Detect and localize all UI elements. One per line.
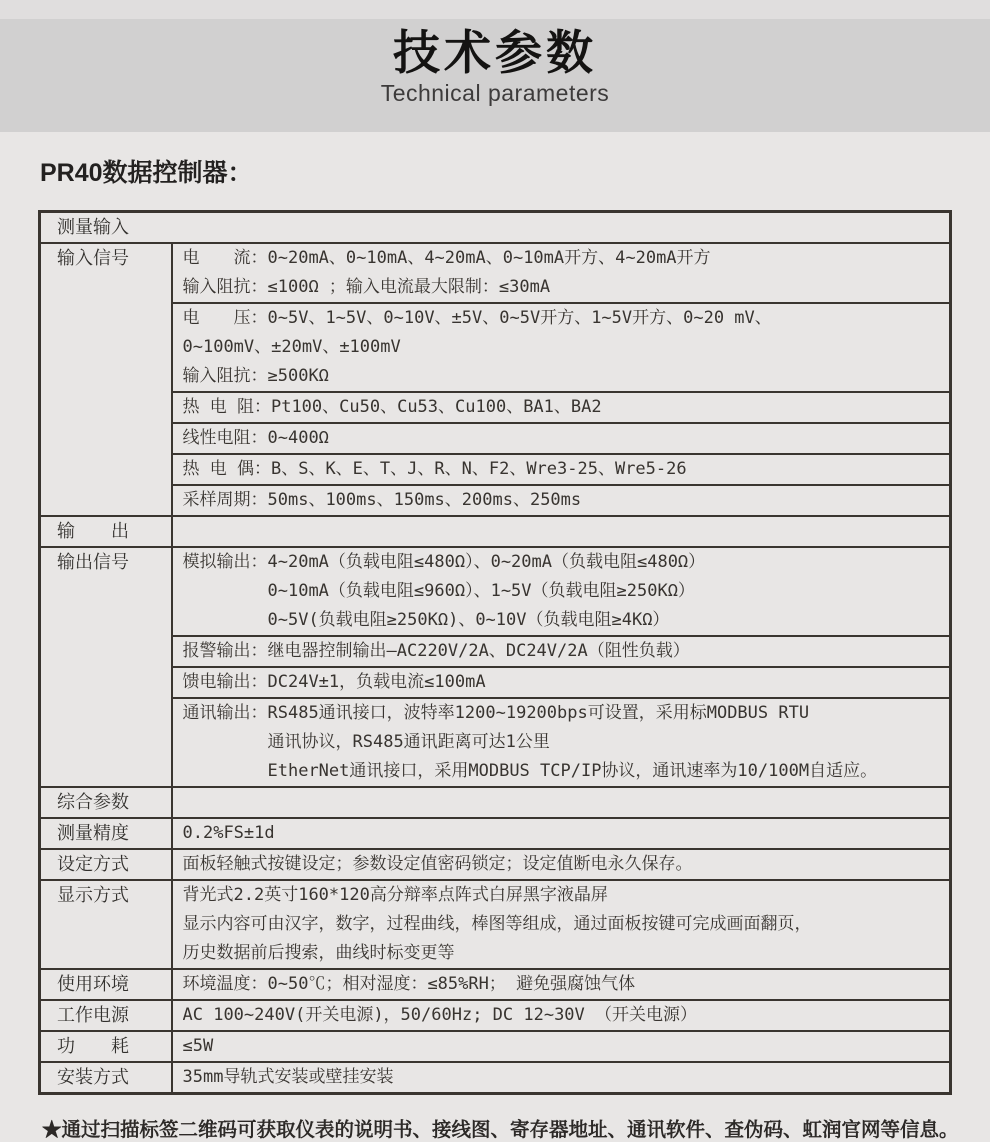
- spec-line: 历史数据前后搜索，曲线时标变更等: [182, 943, 455, 963]
- row-label-environment: 使用环境: [40, 969, 172, 1000]
- spec-line: ≤5W: [182, 1036, 214, 1056]
- spec-cell-linear-resistance: [172, 423, 951, 454]
- table-row: [40, 787, 951, 818]
- table-row: [40, 547, 951, 636]
- table-row: [40, 243, 951, 303]
- row-label-mounting: 安装方式: [40, 1062, 172, 1094]
- spec-cell-rtd: [172, 392, 951, 423]
- spec-line: 采样周期：50ms、100ms、150ms、200ms、250ms: [182, 490, 582, 510]
- empty-cell: [172, 516, 951, 547]
- spec-table: [38, 210, 952, 1095]
- spec-line: 馈电输出：DC24V±1，负载电流≤100mA: [182, 672, 486, 692]
- spec-cell-voltage: [172, 303, 951, 392]
- spec-cell-setting-mode: [172, 849, 951, 880]
- table-row: [40, 516, 951, 547]
- spec-line: 线性电阻：0~400Ω: [182, 428, 329, 448]
- spec-line: 环境温度：0~50℃；相对湿度：≤85%RH； 避免强腐蚀气体: [182, 974, 636, 994]
- footer-note: ★通过扫描标签二维码可获取仪表的说明书、接线图、寄存器地址、通讯软件、查伪码、虹润官网等信息。: [42, 1119, 959, 1141]
- table-row: [40, 454, 951, 485]
- table-row: [40, 818, 951, 849]
- spec-line: 输入阻抗：≤100Ω ；输入电流最大限制：≤30mA: [182, 277, 551, 297]
- spec-line: 电 流：0~20mA、0~10mA、4~20mA、0~10mA开方、4~20mA开方: [182, 248, 711, 268]
- spec-line: 热 电 偶：B、S、K、E、T、J、R、N、F2、Wre3-25、Wre5-26: [182, 459, 687, 479]
- spec-cell-sampling-period: [172, 485, 951, 516]
- spec-line: 通讯协议，RS485通讯距离可达1公里: [267, 732, 550, 752]
- table-row: [40, 667, 951, 698]
- table-row: [40, 1062, 951, 1094]
- spec-line: 显示内容可由汉字，数字，过程曲线，棒图等组成，通过面板按键可完成画面翻页，: [182, 914, 812, 934]
- table-row: [40, 849, 951, 880]
- table-row: [40, 1000, 951, 1031]
- spec-cell-thermocouple: [172, 454, 951, 485]
- spec-line: 电 压：0~5V、1~5V、0~10V、±5V、0~5V开方、1~5V开方、0~20 mV、: [182, 308, 772, 328]
- table-row: [40, 485, 951, 516]
- table-row: [40, 392, 951, 423]
- table-row: [40, 212, 951, 244]
- row-label-accuracy: 测量精度: [40, 818, 172, 849]
- row-label-power-consumption: 功 耗: [40, 1031, 172, 1062]
- page-title: 技术参数: [393, 26, 597, 79]
- spec-line: 背光式2.2英寸160*120高分辩率点阵式白屏黑字液晶屏: [182, 885, 608, 905]
- spec-line: 0~100mV、±20mV、±100mV: [182, 337, 401, 357]
- table-row: [40, 1031, 951, 1062]
- section-header-measure-input: 测量输入: [40, 212, 951, 244]
- spec-cell-environment: [172, 969, 951, 1000]
- spec-line: 通讯输出：RS485通讯接口，波特率1200~19200bps可设置，采用标MODBUS RTU: [182, 703, 810, 723]
- row-label-display-mode: 显示方式: [40, 880, 172, 969]
- spec-line: AC 100~240V(开关电源)，50/60Hz; DC 12~30V （开关电源）: [182, 1005, 698, 1025]
- spec-cell-feed-output: [172, 667, 951, 698]
- spec-line: 报警输出：继电器控制输出—AC220V/2A、DC24V/2A（阻性负载）: [182, 641, 690, 661]
- empty-cell: [172, 787, 951, 818]
- table-row: [40, 698, 951, 787]
- spec-line: EtherNet通讯接口，采用MODBUS TCP/IP协议，通讯速率为10/100M自适应。: [267, 761, 878, 781]
- row-label-input-signal: 输入信号: [40, 243, 172, 516]
- row-label-power-supply: 工作电源: [40, 1000, 172, 1031]
- row-label-setting-mode: 设定方式: [40, 849, 172, 880]
- spec-line: 35mm导轨式安装或壁挂安装: [182, 1067, 394, 1087]
- spec-line: 0.2%FS±1d: [182, 823, 275, 843]
- spec-line: 模拟输出：4~20mA（负载电阻≤480Ω）、0~20mA（负载电阻≤480Ω）: [182, 552, 706, 572]
- table-row: [40, 636, 951, 667]
- spec-cell-power-consumption: [172, 1031, 951, 1062]
- spec-cell-alarm-output: [172, 636, 951, 667]
- header-band: [0, 19, 990, 132]
- section-header-output: 输 出: [40, 516, 172, 547]
- section-header-general: 综合参数: [40, 787, 172, 818]
- spec-line: 热 电 阻：Pt100、Cu50、Cu53、Cu100、BA1、BA2: [182, 397, 602, 417]
- table-row: [40, 423, 951, 454]
- spec-cell-power-supply: [172, 1000, 951, 1031]
- row-label-output-signal: 输出信号: [40, 547, 172, 787]
- spec-line: 面板轻触式按键设定；参数设定值密码锁定；设定值断电永久保存。: [182, 854, 693, 874]
- spec-cell-current: [172, 243, 951, 303]
- product-heading: PR40数据控制器：: [40, 159, 253, 187]
- table-row: [40, 969, 951, 1000]
- spec-cell-mounting: [172, 1062, 951, 1094]
- spec-cell-display-mode: [172, 880, 951, 969]
- spec-cell-comm-output: [172, 698, 951, 787]
- spec-line: 0~10mA（负载电阻≤960Ω）、1~5V（负载电阻≥250KΩ）: [267, 581, 695, 601]
- page-subtitle: Technical parameters: [380, 80, 610, 106]
- spec-line: 输入阻抗：≥500KΩ: [182, 366, 329, 386]
- table-row: [40, 303, 951, 392]
- spec-line: 0~5V(负载电阻≥250KΩ)、0~10V（负载电阻≥4KΩ）: [267, 610, 670, 630]
- table-row: [40, 880, 951, 969]
- spec-cell-analog-output: [172, 547, 951, 636]
- spec-cell-accuracy: [172, 818, 951, 849]
- top-strip: [0, 0, 990, 19]
